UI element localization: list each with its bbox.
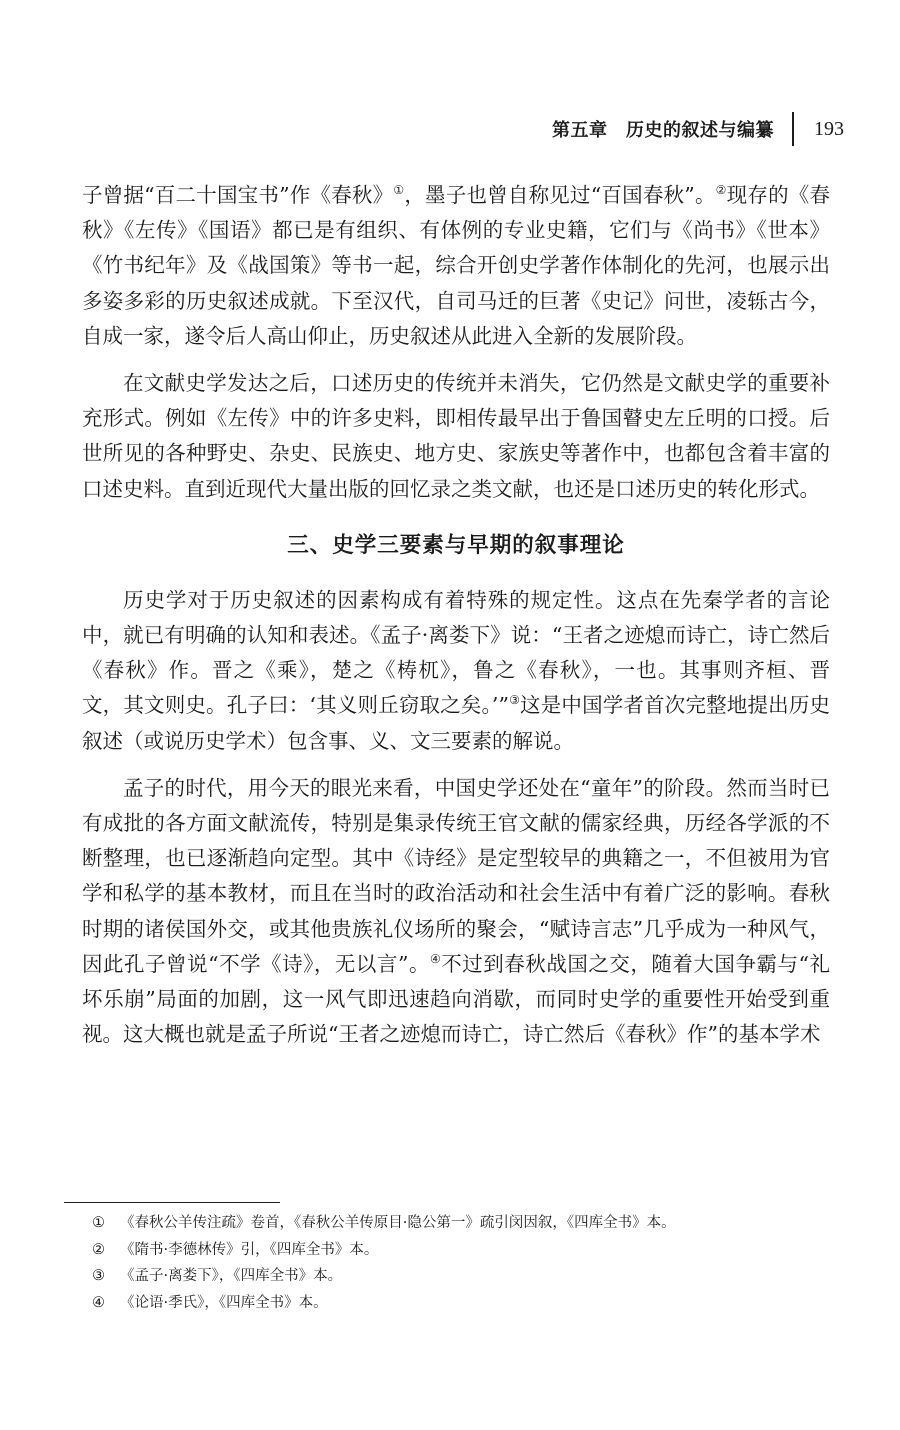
footnotes	[92, 1210, 812, 1316]
footnote-3	[92, 1263, 812, 1290]
paragraph-2: 在文献史学发达之后，口述历史的传统并未消失，它仍然是文献史学的重要补充形式。例如《左传》中的许多史料，即相传最早出于鲁国瞽史左丘明的口授。后世所见的各种野史、杂史、民族史、地方史、家族史等著作中，也都包含着丰富的口述史料。直到近现代大量出版的回忆录之类文献，也还是口述历史的转化形式。	[82, 371, 830, 501]
footnote-text: 《春秋公羊传注疏》卷首，《春秋公羊传原目·隐公第一》疏引闵因叙，《四库全书》本。	[120, 1215, 676, 1231]
running-header	[552, 112, 844, 146]
paragraph-1: 子曾据“百二十国宝书”作《春秋》①，墨子也曾自称见过“百国春秋”。②现存的《春秋》《左传》《国语》都已是有组织、有体例的专业史籍，它们与《尚书》《世本》《竹书纪年》及《战国策》等书一起，综合开创史学著作体制化的先河，也展示出多姿多彩的历史叙述成就。下至汉代，自司马迁的巨著《史记》问世，凌轹古今，自成一家，遂令后人高山仰止，历史叙述从此进入全新的发展阶段。	[82, 183, 831, 348]
footnote-1	[92, 1210, 812, 1237]
main-text	[82, 178, 830, 1052]
footnote-mark: ④	[92, 1294, 105, 1311]
footnote-ref-2[interactable]: ②	[715, 183, 727, 198]
footnote-ref-4[interactable]: ④	[429, 952, 442, 967]
page-number: 193	[814, 117, 844, 140]
footnote-divider	[64, 1202, 280, 1203]
paragraph-4: 孟子的时代，用今天的眼光来看，中国史学还处在“童年”的阶段。然而当时已有成批的各方面文献流传，特别是集录传统王官文献的儒家经典，历经各学派的不断整理，也已逐渐趋向定型。其中《诗经》是定型较早的典籍之一，不但被用为官学和私学的基本教材，而且在当时的政治活动和社会生活中有着广泛的影响。春秋时期的诸侯国外交，或其他贵族礼仪场所的聚会，“赋诗言志”几乎成为一种风气，因此孔子曾说“不学《诗》，无以言”。④不过到春秋战国之交，随着大国争霸与“礼坏乐崩”局面的加剧，这一风气即迅速趋向消歇，而同时史学的重要性开始受到重视。这大概也就是孟子所说“王者之迹熄而诗亡，诗亡然后《春秋》作”的基本学术	[82, 775, 830, 1047]
section-title: 三、史学三要素与早期的叙事理论	[287, 532, 625, 558]
paragraph-3: 历史学对于历史叙述的因素构成有着特殊的规定性。这点在先秦学者的言论中，就已有明确的认知和表述。《孟子·离娄下》说：“王者之迹熄而诗亡，诗亡然后《春秋》作。晋之《乘》，楚之《梼杌》，鲁之《春秋》，一也。其事则齐桓、晋文，其文则史。孔子曰：‘其义则丘窃取之矣。’”③这是中国学者首次完整地提出历史叙述（或说历史学术）包含事、义、文三要素的解说。	[82, 587, 830, 753]
footnote-ref-1[interactable]: ①	[393, 183, 405, 198]
chapter-title: 第五章 历史的叙述与编纂	[552, 120, 774, 141]
footnote-ref-3[interactable]: ③	[508, 693, 521, 708]
footnote-2	[92, 1237, 812, 1264]
footnote-text: 《论语·季氏》，《四库全书》本。	[120, 1294, 328, 1311]
footnote-mark: ②	[92, 1241, 105, 1258]
footnote-mark: ③	[92, 1268, 105, 1284]
footnote-mark: ①	[92, 1215, 105, 1231]
footnote-4	[92, 1290, 812, 1317]
footnote-text: 《孟子·离娄下》，《四库全书》本。	[120, 1268, 343, 1284]
header-divider	[792, 112, 794, 146]
footnote-text: 《隋书·李德林传》引，《四库全书》本。	[120, 1241, 379, 1258]
